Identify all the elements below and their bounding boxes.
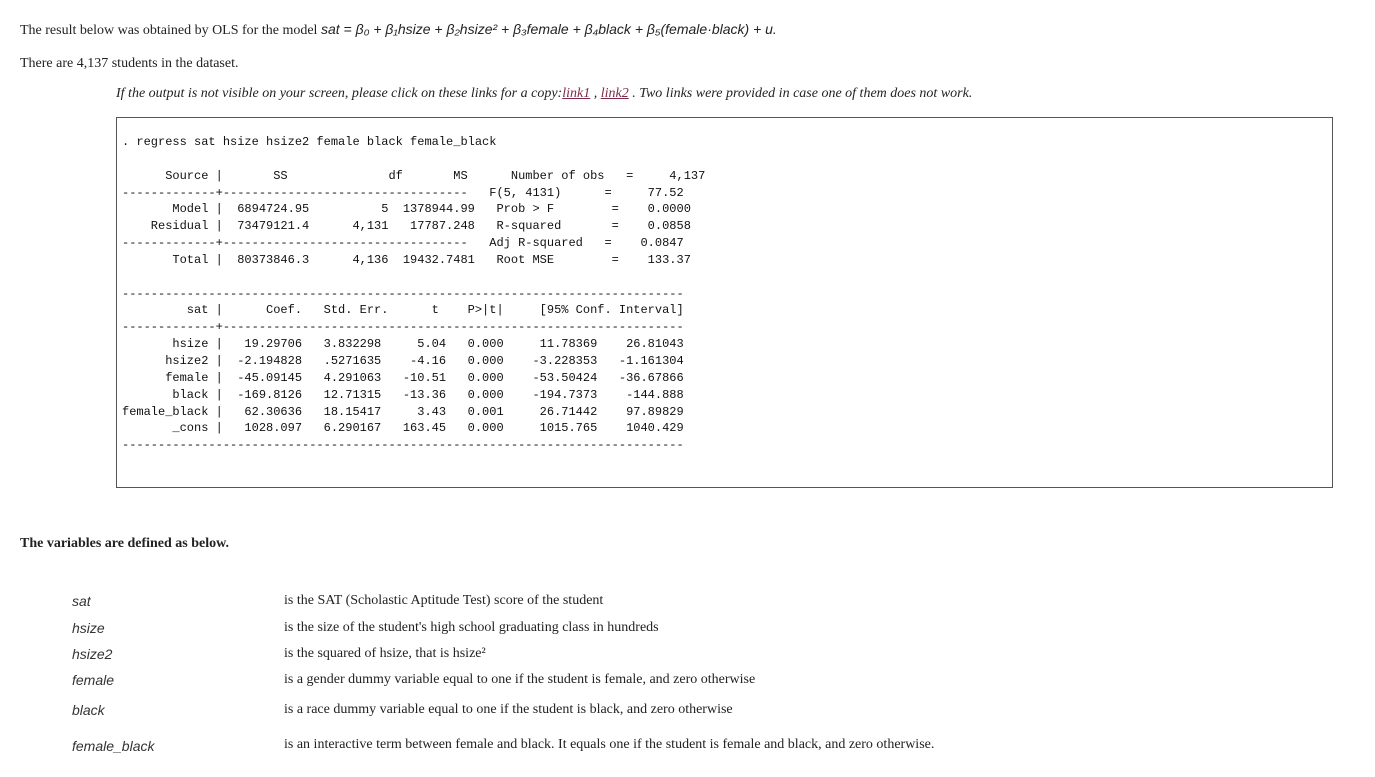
notice-separator: , (590, 86, 601, 101)
variable-name: female_black (72, 738, 155, 754)
intro-paragraph (20, 21, 777, 39)
variable-description: is the squared of hsize, that is hsize² (284, 646, 486, 661)
regression-output-box (116, 117, 1333, 488)
variable-description: is an interactive term between female and black. It equals one if the student is female and black, and zero otherwise. (284, 737, 935, 752)
notice-tail: . Two links were provided in case one of them does not work. (628, 86, 973, 101)
variable-name: hsize (72, 620, 105, 636)
variable-name: black (72, 702, 105, 718)
variable-name: hsize2 (72, 646, 113, 662)
link1[interactable]: link1 (562, 86, 591, 101)
variables-heading: The variables are defined as below. (20, 536, 229, 551)
student-count-text: There are 4,137 students in the dataset. (20, 56, 239, 71)
intro-prefix: The result below was obtained by OLS for the model (20, 23, 321, 38)
variable-description: is the size of the student's high school graduating class in hundreds (284, 620, 659, 635)
variable-name: female (72, 672, 115, 688)
regression-output: . regress sat hsize hsize2 female black female_black Source | SS df MS Number of obs = 4,137 -------------+---------------------------------- F(5, 4131) = 77.52 Model | 6894724.95 5 1378944.99 Prob > F = 0.0000 Residual | 73479121.4 4,131 17787.248 R-squared = 0.0858 -------------+---------------------------------- Adj R-squared = 0.0847 Total | 80373846.3 4,136 19432.7481 Root MSE = 133.37 ------------------------------------------------------------------------------ sat | Coef. Std. Err. t P>|t| [95% Conf. Interval] -------------+---------------------------------------------------------------- hsize | 19.29706 3.832298 5.04 0.000 11.78369 26.81043 hsize2 | -2.194828 .5271635 -4.16 0.000 -3.228353 -1.161304 female | -45.09145 4.291063 -10.51 0.000 -53.50424 -36.67866 black | -169.8126 12.71315 -13.36 0.000 -194.7373 -144.888 female_black | 62.30636 18.15417 3.43 0.001 26.71442 97.89829 _cons | 1028.097 6.290167 163.45 0.000 1015.765 1040.429 ------------------------------------------------------------------------------ (122, 135, 706, 453)
variable-description: is the SAT (Scholastic Aptitude Test) score of the student (284, 593, 604, 608)
variable-description: is a race dummy variable equal to one if the student is black, and zero otherwise (284, 702, 733, 717)
variable-description: is a gender dummy variable equal to one if the student is female, and zero otherwise (284, 672, 756, 687)
variable-name: sat (72, 593, 91, 609)
model-formula: sat = β₀ + β₁hsize + β₂hsize² + β₃female + β₄black + β₅(female·black) + u. (320, 21, 777, 37)
output-notice (116, 86, 972, 102)
link2[interactable]: link2 (600, 86, 629, 101)
notice-text: If the output is not visible on your screen, please click on these links for a copy: (116, 86, 563, 101)
